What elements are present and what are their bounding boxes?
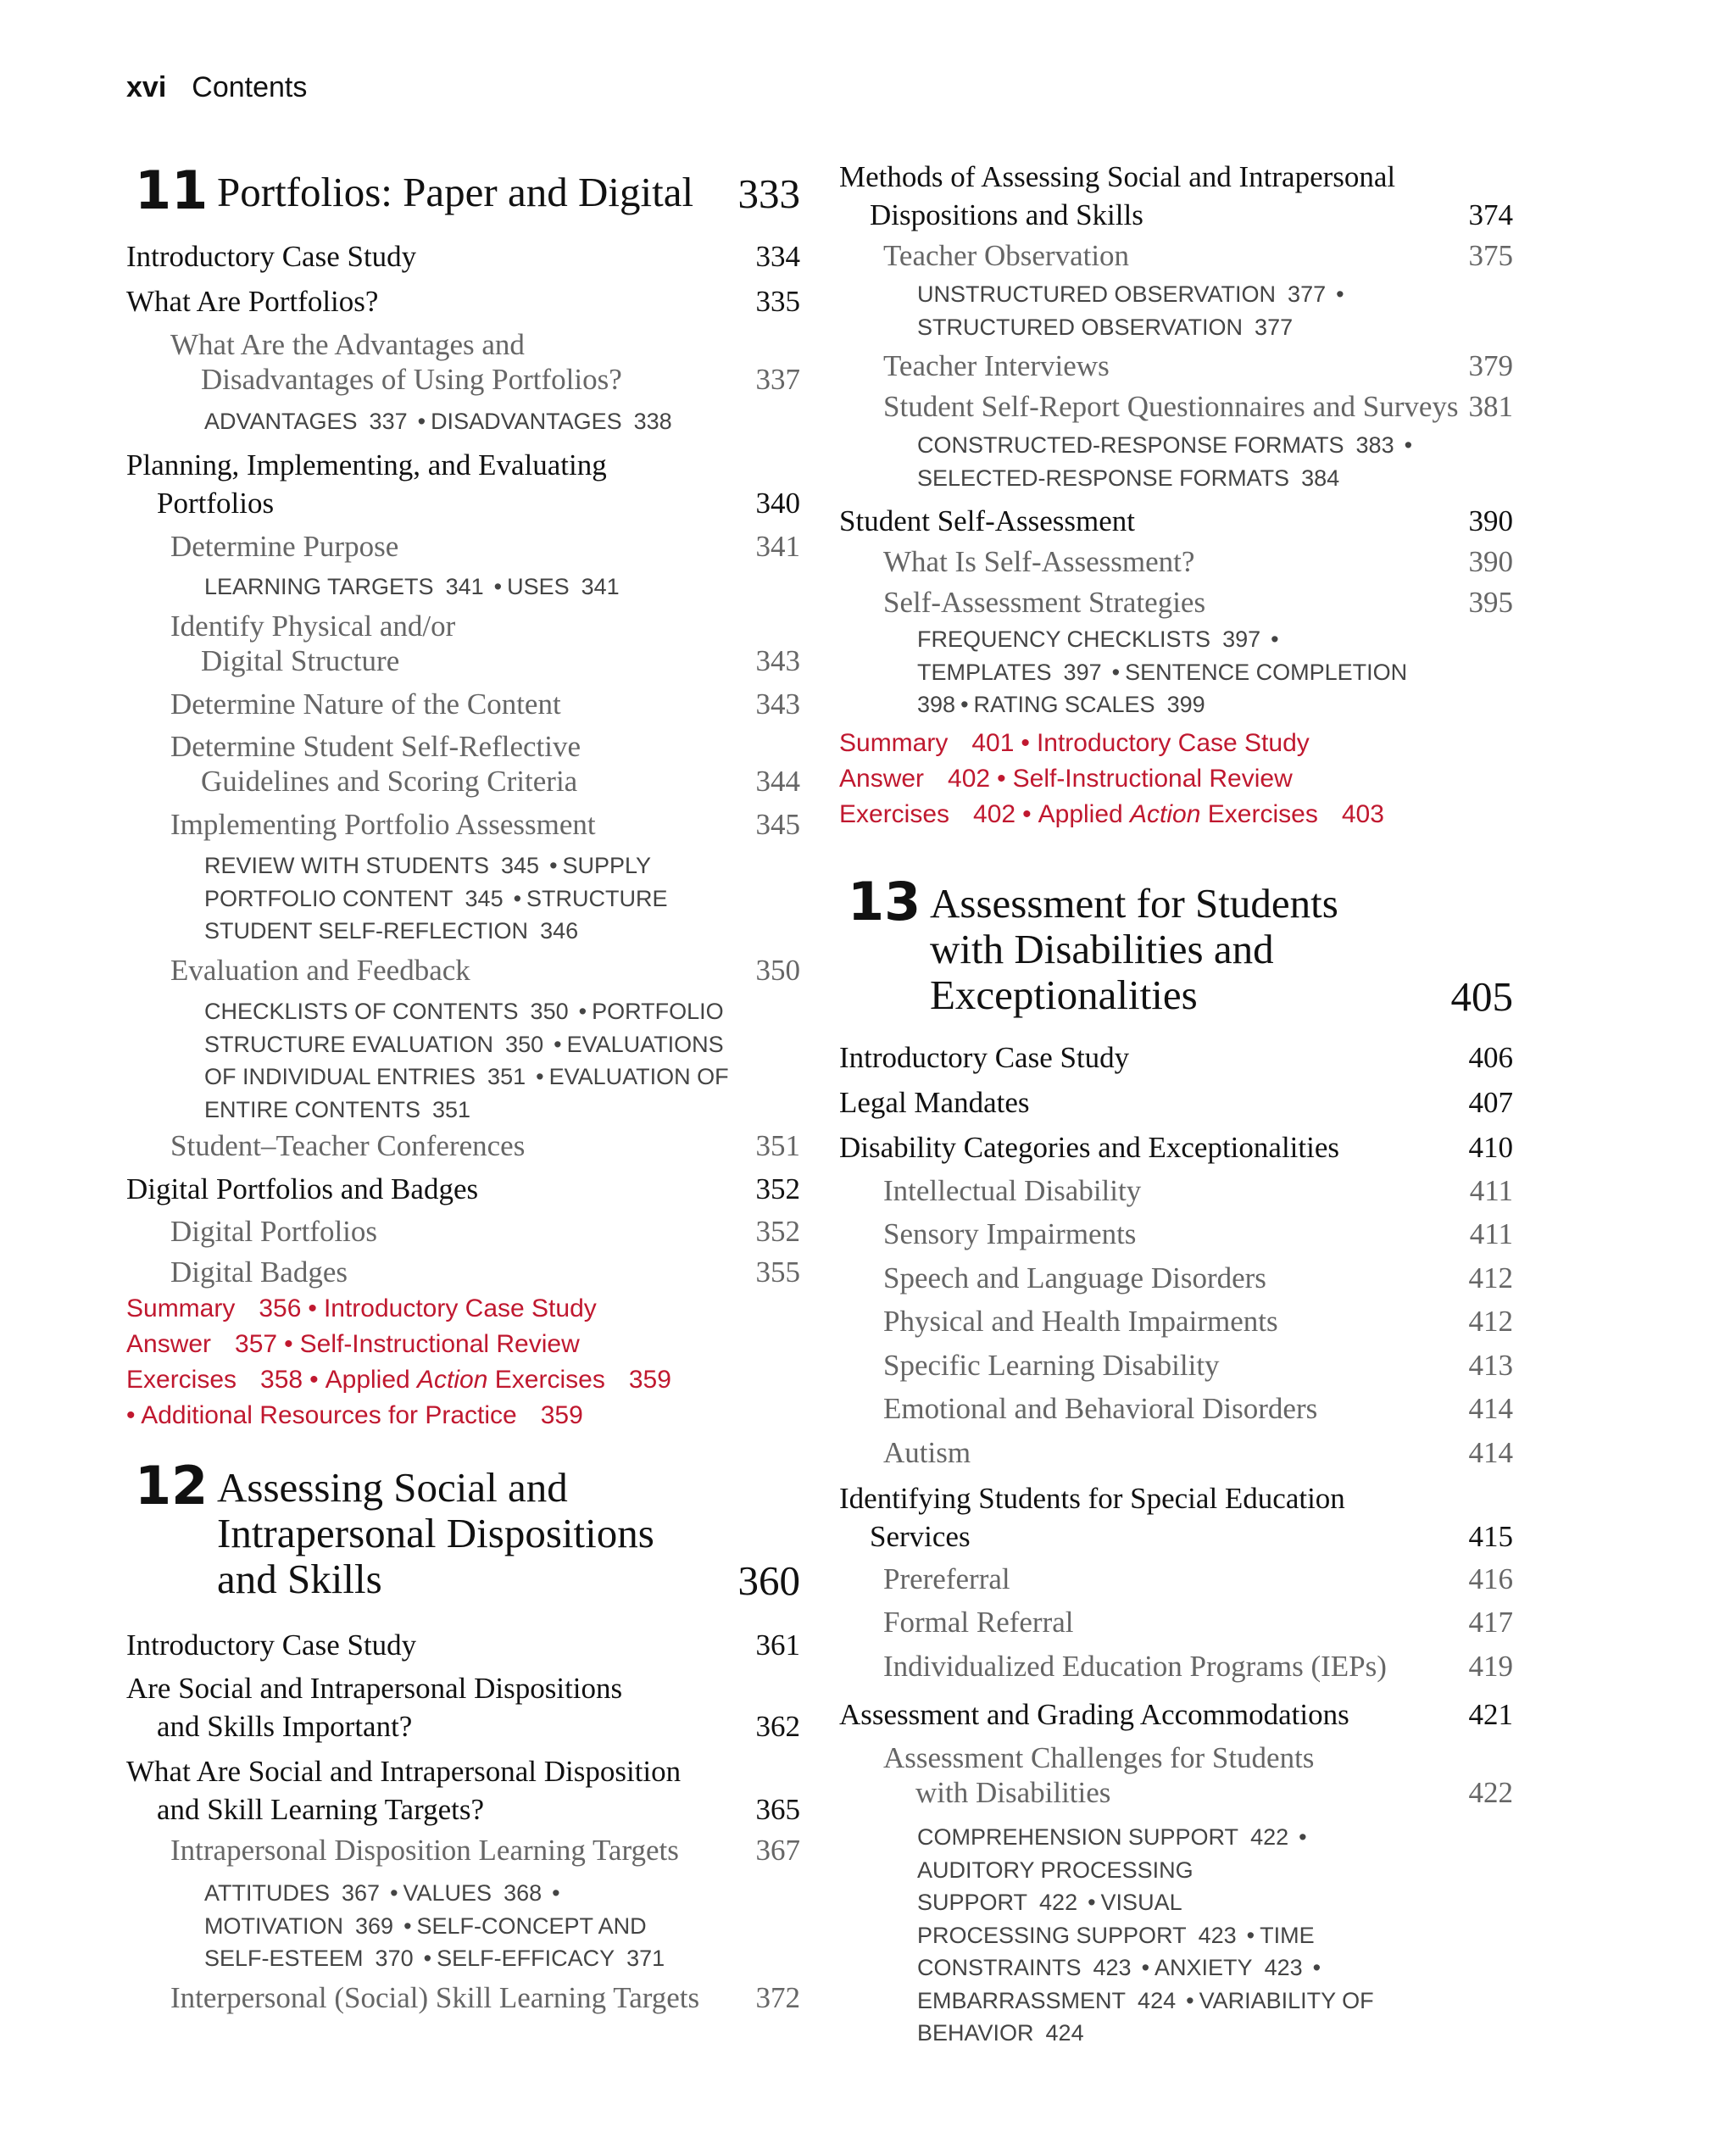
chapter-number: 11 (135, 159, 209, 221)
running-head-label: Contents (192, 71, 308, 103)
toc-subentry[interactable]: Formal Referral 417 (883, 1606, 1513, 1639)
toc-subentry[interactable]: Student–Teacher Conferences 351 (170, 1129, 800, 1162)
toc-subentry[interactable]: Determine Nature of the Content 343 (170, 688, 800, 721)
toc-subentry[interactable]: Individualized Education Programs (IEPs) 419 (883, 1650, 1513, 1683)
toc-entry[interactable]: Planning, Implementing, and Evaluating Portfolios 340 (126, 448, 800, 520)
chapter-number: 12 (135, 1455, 209, 1517)
toc-subentry[interactable]: Physical and Health Impairments 412 (883, 1305, 1513, 1338)
toc-subentry[interactable]: Intrapersonal Disposition Learning Targets 367 (170, 1834, 800, 1867)
toc-subentry[interactable]: Assessment Challenges for Students with Disabilities 422 (883, 1741, 1513, 1809)
toc-topics: FREQUENCY CHECKLISTS 397 • TEMPLATES 397 • SENTENCE COMPLETION 398 • RATING SCALES 399 (917, 626, 1408, 717)
toc-subentry[interactable]: Teacher Observation 375 (883, 239, 1513, 272)
toc-entry[interactable]: Disability Categories and Exceptionalities 410 (839, 1131, 1513, 1164)
toc-subentry[interactable]: Autism 414 (883, 1436, 1513, 1469)
toc-subentry[interactable]: What Is Self-Assessment? 390 (883, 545, 1513, 578)
toc-entry[interactable]: Digital Portfolios and Badges 352 (126, 1172, 800, 1205)
toc-topics: REVIEW WITH STUDENTS 345 • SUPPLY PORTFOLIO CONTENT 345 • STRUCTURE STUDENT SELF-REFLECTION 346 (204, 853, 668, 944)
toc-subentry[interactable]: Sensory Impairments 411 (883, 1217, 1513, 1250)
toc-subentry[interactable]: Interpersonal (Social) Skill Learning Targets 372 (170, 1981, 800, 2014)
running-head (126, 71, 307, 104)
chapter-title: Assessment for Students with Disabilities and Exceptionalities (930, 880, 1338, 1018)
chapter-title: Portfolios: Paper and Digital (217, 169, 694, 215)
chapter-page: 405 (1450, 973, 1513, 1020)
toc-subentry[interactable]: Speech and Language Disorders 412 (883, 1261, 1513, 1294)
toc-subentry[interactable]: Evaluation and Feedback 350 (170, 954, 800, 987)
page-number: xvi (126, 71, 167, 103)
toc-subentry[interactable]: Self-Assessment Strategies 395 (883, 586, 1513, 619)
toc-entry[interactable]: Legal Mandates 407 (839, 1086, 1513, 1119)
toc-entry[interactable]: Student Self-Assessment 390 (839, 504, 1513, 537)
toc-subentry[interactable]: Prereferral 416 (883, 1562, 1513, 1595)
toc-topics: LEARNING TARGETS 341 • USES 341 (204, 574, 620, 599)
toc-topics: COMPREHENSION SUPPORT 422 • AUDITORY PROCESSING SUPPORT 422 • VISUAL PROCESSING SUPPORT 423 • TIME CONSTRAINTS 423 • ANXIETY 423 • EMBARRASSMENT 424 • VARIABILITY OF BEHAVIOR 424 (917, 1824, 1374, 2046)
toc-topics: UNSTRUCTURED OBSERVATION 377 • STRUCTURED OBSERVATION 377 (917, 281, 1344, 340)
toc-entry[interactable]: Methods of Assessing Social and Intrapersonal Dispositions and Skills 374 (839, 160, 1513, 231)
toc-entry[interactable]: Introductory Case Study 406 (839, 1041, 1513, 1074)
toc-entry[interactable]: What Are Portfolios? 335 (126, 285, 800, 318)
toc-entry[interactable]: Introductory Case Study 361 (126, 1628, 800, 1662)
toc-topics: CONSTRUCTED-RESPONSE FORMATS 383 • SELECTED-RESPONSE FORMATS 384 (917, 432, 1413, 491)
toc-subentry[interactable]: What Are the Advantages and Disadvantages of Using Portfolios? 337 (170, 328, 800, 396)
toc-entry[interactable]: Identifying Students for Special Education Services 415 (839, 1482, 1513, 1553)
toc-entry[interactable]: Introductory Case Study 334 (126, 240, 800, 273)
toc-subentry[interactable]: Intellectual Disability 411 (883, 1174, 1513, 1207)
chapter-page: 333 (737, 170, 800, 217)
toc-topics: ADVANTAGES 337 • DISADVANTAGES 338 (204, 409, 672, 434)
toc-subentry[interactable]: Teacher Interviews 379 (883, 349, 1513, 382)
toc-subentry[interactable]: Determine Student Self-Reflective Guidelines and Scoring Criteria 344 (170, 730, 800, 798)
toc-subentry[interactable]: Emotional and Behavioral Disorders 414 (883, 1392, 1513, 1425)
toc-entry[interactable]: What Are Social and Intrapersonal Disposition and Skill Learning Targets? 365 (126, 1755, 800, 1826)
chapter-end-features[interactable]: Summary 356 • Introductory Case Study Answer 357 • Self-Instructional Review Exercises 358 • Applied Action Exercises 359 • Additional Resources for Practice 359 (126, 1294, 671, 1429)
toc-subentry[interactable]: Digital Portfolios 352 (170, 1215, 800, 1248)
toc-subentry[interactable]: Digital Badges 355 (170, 1255, 800, 1289)
chapter-title: Assessing Social and Intrapersonal Dispositions and Skills (217, 1464, 654, 1602)
chapter-end-features[interactable]: Summary 401 • Introductory Case Study Answer 402 • Self-Instructional Review Exercises 402 • Applied Action Exercises 403 (839, 729, 1384, 828)
toc-subentry[interactable]: Identify Physical and/or Digital Structure 343 (170, 610, 800, 677)
chapter-number: 13 (848, 871, 921, 933)
toc-subentry[interactable]: Student Self-Report Questionnaires and Surveys 381 (883, 390, 1513, 423)
toc-subentry[interactable]: Determine Purpose 341 (170, 530, 800, 563)
chapter-page: 360 (737, 1557, 800, 1604)
toc-topics: ATTITUDES 367 • VALUES 368 • MOTIVATION 369 • SELF-CONCEPT AND SELF-ESTEEM 370 • SELF-EFFICACY 371 (204, 1880, 665, 1971)
toc-subentry[interactable]: Specific Learning Disability 413 (883, 1349, 1513, 1382)
toc-entry[interactable]: Assessment and Grading Accommodations 421 (839, 1698, 1513, 1731)
toc-subentry[interactable]: Implementing Portfolio Assessment 345 (170, 808, 800, 841)
toc-entry[interactable]: Are Social and Intrapersonal Dispositions and Skills Important? 362 (126, 1672, 800, 1743)
toc-topics: CHECKLISTS OF CONTENTS 350 • PORTFOLIO STRUCTURE EVALUATION 350 • EVALUATIONS OF INDIVIDUAL ENTRIES 351 • EVALUATION OF ENTIRE CONTENTS 351 (204, 999, 729, 1122)
